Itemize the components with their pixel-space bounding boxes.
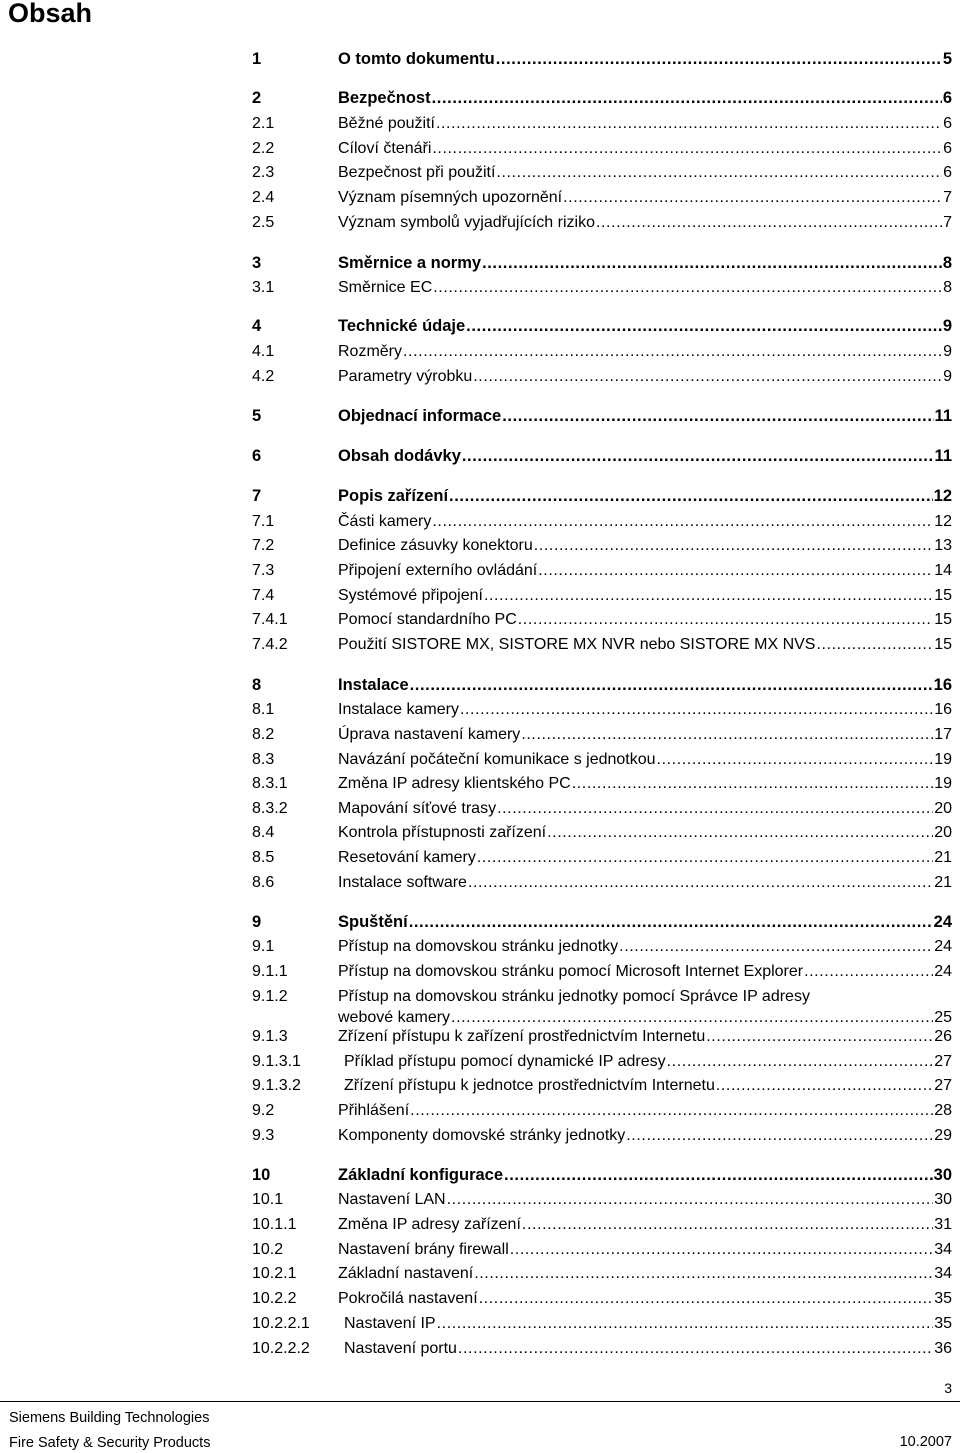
toc-entry-title: Instalace kamery <box>338 701 459 718</box>
toc-entry-number: 10 <box>252 1166 271 1184</box>
toc-entry-number: 10.2.2.1 <box>252 1315 310 1332</box>
toc-entry-title: Použití SISTORE MX, SISTORE MX NVR nebo SISTORE MX NVS <box>338 636 816 653</box>
footer-divider <box>0 1401 960 1402</box>
toc-entry-number: 9.1.3.1 <box>252 1053 301 1070</box>
toc-entry[interactable] <box>252 586 952 605</box>
toc-entry[interactable] <box>252 254 952 273</box>
toc-entry[interactable] <box>252 50 952 69</box>
toc-entry-title: Přístup na domovskou stránku jednotky <box>338 938 619 955</box>
toc-entry[interactable] <box>252 139 952 158</box>
toc-entry-number: 9.3 <box>252 1127 275 1144</box>
toc-entry-title: Mapování síťové trasy <box>338 800 497 817</box>
toc-entry-page: 15 <box>934 587 952 604</box>
toc-entry-page: 31 <box>934 1216 952 1233</box>
toc-entry-number: 9.2 <box>252 1102 275 1119</box>
toc-entry-page: 7 <box>943 189 952 206</box>
toc-entry-page: 34 <box>934 1265 952 1282</box>
toc-dot-leader <box>462 447 934 466</box>
toc-entry-number: 3.1 <box>252 279 275 296</box>
toc-dot-leader <box>436 114 942 133</box>
toc-entry-number: 7 <box>252 487 262 505</box>
toc-dot-leader <box>804 962 933 981</box>
toc-entry-page: 24 <box>934 963 952 980</box>
toc-entry-page: 21 <box>934 849 952 866</box>
toc-entry-page: 14 <box>934 562 952 579</box>
toc-entry-title: Úprava nastavení kamery <box>338 726 521 743</box>
toc-entry-number: 9.1.3 <box>252 1028 288 1045</box>
toc-entry-title: Základní nastavení <box>338 1265 474 1282</box>
toc-dot-leader <box>496 163 942 182</box>
toc-entry-number: 10.2.1 <box>252 1265 297 1282</box>
toc-dot-leader <box>706 1027 933 1046</box>
toc-entry-number: 2.2 <box>252 140 275 157</box>
toc-dot-leader <box>403 342 942 361</box>
toc-entry-number: 8.6 <box>252 874 275 891</box>
toc-entry-number: 4.2 <box>252 368 275 385</box>
toc-dot-leader <box>522 1215 933 1234</box>
toc-dot-leader <box>447 1190 934 1209</box>
toc-dot-leader <box>496 50 942 69</box>
toc-entry-title: Přístup na domovskou stránku pomocí Microsoft Internet Explorer <box>338 963 804 980</box>
toc-dot-leader <box>596 213 942 232</box>
toc-entry[interactable] <box>252 407 952 426</box>
toc-entry-number: 2.4 <box>252 189 275 206</box>
toc-entry[interactable] <box>252 799 952 818</box>
toc-entry-number: 9.1.1 <box>252 963 288 980</box>
toc-entry[interactable] <box>252 561 952 580</box>
toc-entry-page: 24 <box>933 913 952 931</box>
toc-dot-leader <box>410 1101 933 1120</box>
toc-dot-leader <box>460 700 933 719</box>
toc-entry-page: 8 <box>943 279 952 296</box>
toc-entry-page: 35 <box>934 1315 952 1332</box>
toc-entry-number: 5 <box>252 407 262 425</box>
toc-entry-title: Instalace <box>338 676 409 694</box>
toc-entry-number: 4 <box>252 317 262 335</box>
toc-dot-leader <box>504 1166 933 1185</box>
toc-entry[interactable] <box>252 1027 952 1046</box>
footer-company: Siemens Building Technologies <box>9 1410 210 1426</box>
page-title: Obsah <box>8 0 93 28</box>
toc-entry-number: 10.2 <box>252 1241 284 1258</box>
toc-entry-number: 2.3 <box>252 164 275 181</box>
toc-entry-page: 21 <box>934 874 952 891</box>
toc-entry-number: 8.5 <box>252 849 275 866</box>
toc-entry[interactable] <box>252 1215 952 1234</box>
toc-entry[interactable] <box>252 676 952 695</box>
toc-entry-page: 6 <box>943 164 952 181</box>
toc-dot-leader <box>626 1126 933 1145</box>
toc-dot-leader <box>502 407 933 426</box>
toc-entry-number: 9.1.3.2 <box>252 1077 301 1094</box>
toc-entry-title: Bezpečnost při použití <box>338 164 496 181</box>
toc-entry-page: 9 <box>943 343 952 360</box>
toc-entry-number: 6 <box>252 447 262 465</box>
toc-entry-title: Nastavení portu <box>344 1340 457 1357</box>
toc-dot-leader <box>572 774 934 793</box>
toc-dot-leader <box>510 1240 933 1259</box>
toc-entry-number: 7.2 <box>252 537 275 554</box>
toc-entry-page: 12 <box>934 513 952 530</box>
toc-entry[interactable] <box>252 1126 952 1145</box>
toc-entry-title: Cíloví čtenáři <box>338 140 432 157</box>
toc-dot-leader <box>534 536 933 555</box>
toc-entry[interactable] <box>252 1190 952 1209</box>
toc-entry-page: 15 <box>934 636 952 653</box>
toc-entry-title: Pokročilá nastavení <box>338 1290 478 1307</box>
toc-entry-number: 1 <box>252 50 262 68</box>
toc-entry-title: Kontrola přístupnosti zařízení <box>338 824 547 841</box>
toc-entry-number: 10.1 <box>252 1191 284 1208</box>
toc-entry-title: Resetování kamery <box>338 849 476 866</box>
toc-entry[interactable] <box>252 317 952 336</box>
toc-entry-number: 8.2 <box>252 726 275 743</box>
toc-entry-page: 5 <box>942 50 952 68</box>
toc-entry[interactable] <box>252 1076 952 1095</box>
toc-entry-title: Definice zásuvky konektoru <box>338 537 533 554</box>
toc-dot-leader <box>619 937 933 956</box>
toc-entry-title: Rozměry <box>338 343 403 360</box>
toc-dot-leader <box>432 89 942 108</box>
toc-dot-leader <box>449 487 933 506</box>
toc-entry-title: Komponenty domovské stránky jednotky <box>338 1127 626 1144</box>
toc-entry-page: 16 <box>933 676 952 694</box>
toc-entry-number: 7.3 <box>252 562 275 579</box>
toc-entry-title: Pomocí standardního PC <box>338 611 517 628</box>
toc-entry-page: 12 <box>933 487 952 505</box>
toc-entry-page: 20 <box>934 800 952 817</box>
toc-entry-title: Význam písemných upozornění <box>338 189 563 206</box>
toc-entry-title: Systémové připojení <box>338 587 483 604</box>
toc-dot-leader <box>473 367 942 386</box>
toc-entry-number: 9 <box>252 913 262 931</box>
toc-entry[interactable] <box>252 163 952 182</box>
toc-dot-leader <box>466 317 942 336</box>
toc-entry[interactable] <box>252 1314 952 1333</box>
toc-dot-leader <box>657 750 934 769</box>
toc-entry-page: 34 <box>934 1241 952 1258</box>
toc-entry-page: 6 <box>943 140 952 157</box>
toc-entry-number: 8 <box>252 676 262 694</box>
toc-entry-number: 9.1.2 <box>252 988 288 1005</box>
toc-entry-page: 25 <box>934 1009 952 1026</box>
toc-entry-title: Instalace software <box>338 874 467 891</box>
toc-entry-title: Nastavení brány firewall <box>338 1241 509 1258</box>
toc-entry-page: 9 <box>943 368 952 385</box>
toc-entry-title: Příklad přístupu pomocí dynamické IP adresy <box>344 1053 666 1070</box>
toc-dot-leader <box>432 139 942 158</box>
toc-entry-page: 19 <box>934 775 952 792</box>
toc-entry-title: Parametry výrobku <box>338 368 473 385</box>
toc-entry-page: 6 <box>943 115 952 132</box>
toc-dot-leader <box>521 725 933 744</box>
toc-entry[interactable] <box>252 823 952 842</box>
toc-entry-title: Části kamery <box>338 513 432 530</box>
toc-entry[interactable] <box>252 913 952 932</box>
toc-entry[interactable] <box>252 725 952 744</box>
toc-entry[interactable] <box>252 774 952 793</box>
toc-entry-page: 11 <box>934 407 952 425</box>
toc-dot-leader <box>432 512 933 531</box>
toc-entry-number: 7.4 <box>252 587 275 604</box>
toc-entry-title: Základní konfigurace <box>338 1166 504 1184</box>
toc-entry[interactable] <box>252 1240 952 1259</box>
toc-entry-page: 19 <box>934 751 952 768</box>
toc-entry-page: 36 <box>934 1340 952 1357</box>
toc-entry[interactable] <box>252 1264 952 1283</box>
toc-entry-page: 16 <box>934 701 952 718</box>
toc-entry-page: 24 <box>934 938 952 955</box>
toc-entry-page: 7 <box>943 214 952 231</box>
toc-dot-leader <box>468 873 933 892</box>
toc-entry-number: 8.3.2 <box>252 800 288 817</box>
toc-dot-leader <box>482 254 942 273</box>
toc-dot-leader <box>563 188 942 207</box>
toc-entry[interactable] <box>252 937 952 956</box>
toc-entry-title: Přihlášení <box>338 1102 410 1119</box>
toc-dot-leader <box>667 1052 934 1071</box>
toc-entry-number: 10.2.2.2 <box>252 1340 310 1357</box>
toc-entry-title: Zřízení přístupu k zařízení prostřednictvím Internetu <box>338 1028 706 1045</box>
toc-entry-number: 10.1.1 <box>252 1216 297 1233</box>
toc-entry-page: 17 <box>934 726 952 743</box>
toc-entry[interactable] <box>252 89 952 108</box>
toc-entry-title: Obsah dodávky <box>338 447 461 465</box>
toc-entry[interactable] <box>252 750 952 769</box>
toc-entry-page: 35 <box>934 1290 952 1307</box>
toc-entry[interactable] <box>252 610 952 629</box>
toc-dot-leader <box>518 610 933 629</box>
toc-entry[interactable] <box>252 342 952 361</box>
toc-entry-title: Nastavení IP <box>344 1315 436 1332</box>
toc-entry-number: 7.4.1 <box>252 611 288 628</box>
toc-entry-page: 15 <box>934 611 952 628</box>
toc-dot-leader <box>816 635 933 654</box>
toc-entry-title: Směrnice EC <box>338 279 433 296</box>
footer-date: 10.2007 <box>899 1434 952 1450</box>
toc-entry-title: Navázání počáteční komunikace s jednotkou <box>338 751 656 768</box>
toc-dot-leader <box>477 848 933 867</box>
toc-entry-title: O tomto dokumentu <box>338 50 495 68</box>
toc-entry-title: Směrnice a normy <box>338 254 482 272</box>
toc-entry[interactable] <box>252 962 952 981</box>
toc-entry-title: Popis zařízení <box>338 487 449 505</box>
toc-entry-page: 20 <box>934 824 952 841</box>
toc-dot-leader <box>474 1264 933 1283</box>
toc-entry-page: 13 <box>934 537 952 554</box>
toc-entry-number: 7.1 <box>252 513 275 530</box>
toc-dot-leader <box>538 561 933 580</box>
toc-entry-number: 2.1 <box>252 115 275 132</box>
toc-entry-number: 10.2.2 <box>252 1290 297 1307</box>
toc-entry-page: 30 <box>934 1191 952 1208</box>
toc-dot-leader <box>479 1289 934 1308</box>
toc-entry-page: 29 <box>934 1127 952 1144</box>
toc-entry-page: 27 <box>934 1077 952 1094</box>
toc-entry[interactable] <box>252 447 952 466</box>
toc-entry[interactable] <box>252 536 952 555</box>
toc-entry[interactable] <box>252 1101 952 1120</box>
toc-entry-title: Spuštění <box>338 913 408 931</box>
toc-entry-title: Změna IP adresy zařízení <box>338 1216 521 1233</box>
toc-entry[interactable] <box>252 848 952 867</box>
toc-dot-leader <box>437 1314 934 1333</box>
toc-entry-title: Změna IP adresy klientského PC <box>338 775 571 792</box>
toc-dot-leader <box>433 278 942 297</box>
toc-entry[interactable] <box>252 1166 952 1185</box>
toc-entry-title-continued: webové kamery <box>338 1009 451 1026</box>
toc-entry-page: 30 <box>933 1166 952 1184</box>
toc-entry-title: Bezpečnost <box>338 89 431 107</box>
toc-entry-number: 2.5 <box>252 214 275 231</box>
toc-entry[interactable] <box>252 512 952 531</box>
toc-entry[interactable] <box>252 188 952 207</box>
toc-entry-title: Technické údaje <box>338 317 466 335</box>
toc-entry[interactable] <box>252 1052 952 1071</box>
toc-dot-leader <box>409 913 933 932</box>
toc-entry-page: 9 <box>942 317 952 335</box>
toc-entry[interactable] <box>252 114 952 133</box>
toc-entry-title: Objednací informace <box>338 407 502 425</box>
toc-entry-number: 9.1 <box>252 938 275 955</box>
toc-entry-number: 3 <box>252 254 262 272</box>
toc-dot-leader <box>547 823 933 842</box>
toc-entry-number: 4.1 <box>252 343 275 360</box>
toc-entry-page: 26 <box>934 1028 952 1045</box>
toc-entry-page: 28 <box>934 1102 952 1119</box>
toc-entry-number: 7.4.2 <box>252 636 288 653</box>
toc-entry-title: Význam symbolů vyjadřujících riziko <box>338 214 595 231</box>
toc-entry[interactable] <box>252 1339 952 1358</box>
toc-entry-title: Zřízení přístupu k jednotce prostřednictvím Internetu <box>344 1077 715 1094</box>
toc-entry[interactable] <box>252 635 952 654</box>
toc-entry[interactable] <box>252 987 952 1027</box>
toc-entry[interactable] <box>252 1289 952 1308</box>
toc-dot-leader <box>451 1008 933 1027</box>
toc-entry[interactable] <box>252 367 952 386</box>
toc-entry[interactable] <box>252 700 952 719</box>
toc-entry-page: 11 <box>934 447 952 465</box>
page-number: 3 <box>944 1380 952 1396</box>
toc-dot-leader <box>716 1076 933 1095</box>
toc-entry-number: 8.3.1 <box>252 775 288 792</box>
footer-division: Fire Safety & Security Products <box>9 1435 211 1451</box>
toc-entry-page: 27 <box>934 1053 952 1070</box>
toc-entry-title: Běžné použití <box>338 115 435 132</box>
toc-entry[interactable] <box>252 278 952 297</box>
toc-entry-number: 8.1 <box>252 701 275 718</box>
toc-entry-title: Připojení externího ovládání <box>338 562 538 579</box>
toc-entry[interactable] <box>252 487 952 506</box>
toc-entry-page: 8 <box>942 254 952 272</box>
toc-dot-leader <box>410 676 933 695</box>
toc-dot-leader <box>497 799 933 818</box>
toc-entry-number: 2 <box>252 89 262 107</box>
toc-entry[interactable] <box>252 873 952 892</box>
toc-dot-leader <box>484 586 933 605</box>
toc-entry-title: Přístup na domovskou stránku jednotky pomocí Správce IP adresy <box>338 988 810 1005</box>
toc-entry-number: 8.3 <box>252 751 275 768</box>
toc-dot-leader <box>458 1339 933 1358</box>
toc-entry-title: Nastavení LAN <box>338 1191 446 1208</box>
toc-entry[interactable] <box>252 213 952 232</box>
toc-entry-number: 8.4 <box>252 824 275 841</box>
toc-entry-page: 6 <box>942 89 952 107</box>
